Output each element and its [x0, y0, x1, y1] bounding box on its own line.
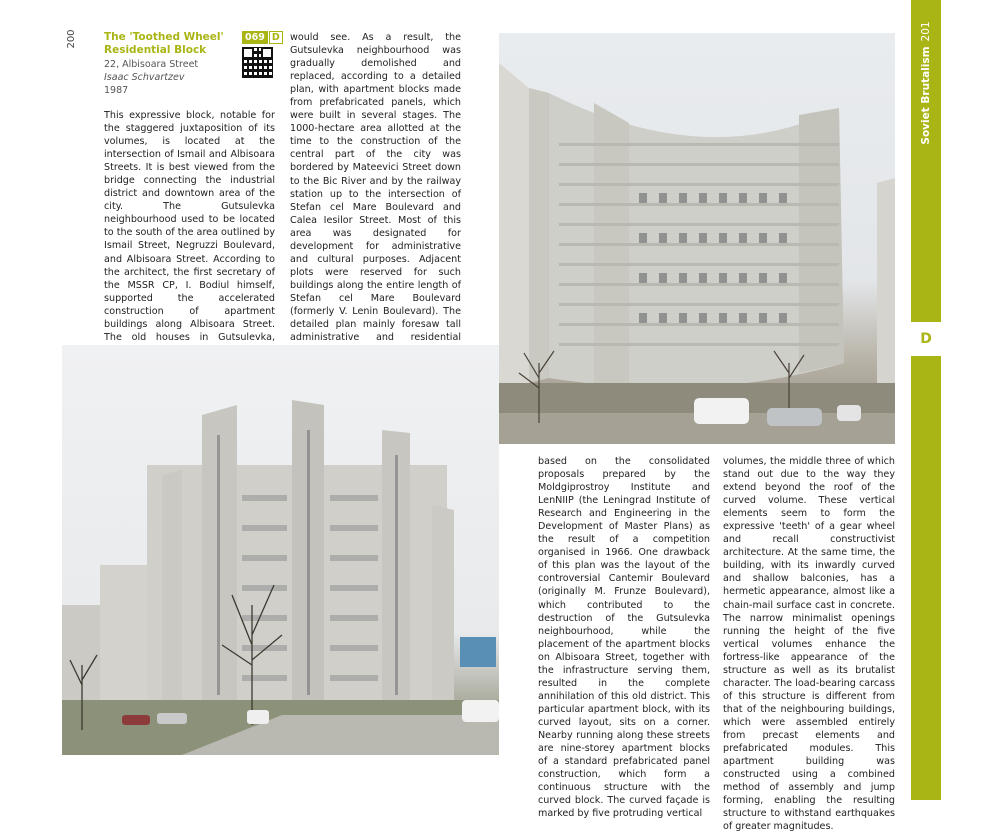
section-sidebar-label	[911, 0, 941, 183]
text-column-4: volumes, the middle three of which stand out due to the way they extend beyond the roof of the curved volume. These vertical elements seem to form the expressive 'teeth' of a gear wheel and recall constructivist architecture. At the same time, the building, with its inwardly curved and shallow balconies, has a hermetic appearance, almost like a chain-mail surface cast in concrete. The narrow minimalist openings running the height of the five vertical volumes enhance the fortress-like appearance of the structure as well as its brutalist character. The load-bearing carcass of this structure is different from that of the neighbouring buildings, which were assembled entirely from precast elements and prefabricated modules. This apartment building was constructed using a combined method of assembly and jump forming, enabling the resulting structure to withstand earthquakes of greater magnitudes.	[723, 456, 895, 833]
text-column-2: would see. As a result, the Gutsulevka neighbourhood was gradually demolished and replaced, according to a detailed plan, with apartment blocks made from prefabricated panels, which were built in several stages. The 1000-hectare area allotted at the time to the construction of the central part of the city was bordered by Mateevici Street down to the Bic River and by the railway station up to the intersection of Stefan cel Mare Boulevard and Calea Iesilor Street. Most of this area was designated for development for administrative and cultural purposes. Adjacent plots were reserved for such buildings along the entire length of Stefan cel Mare Boulevard (formerly V. Lenin Boulevard). The detailed plan mainly foresaw tall administrative and residential	[290, 32, 461, 344]
building-photo-courtyard	[499, 33, 895, 444]
text-column-3: based on the consolidated proposals prepared by the Moldgiprostroy Institute and LenNIIP (the Leningrad Institute of Research and Engineering in the Development of Master Plans) as the result of a competition organised in 1966. One drawback of this plan was the layout of the controversial Cantemir Boulevard (originally M. Frunze Boulevard), which contributed to the destruction of the Gutsulevka neighbourhood, while the placement of the apartment blocks on Albisoara Street, together with the infrastructure serving them, resulted in the complete annihilation of this old district. This particular apartment block, with its curved layout, sits on a corner. Nearby running along these streets are nine-storey apartment blocks of a standard prefabricated panel construction, which form a continuous structure with the curved block. The curved façade is marked by five protruding vertical	[538, 456, 710, 820]
left-page-number: 200	[66, 29, 77, 49]
section-letter-tab[interactable]: D	[911, 322, 941, 356]
entry-title-line-1: The 'Toothed Wheel'	[104, 31, 224, 43]
entry-badge-number: 069	[242, 31, 268, 44]
entry-architect: Isaac Schvartzev	[104, 72, 185, 83]
section-title: Soviet Brutalism	[920, 46, 932, 145]
entry-badge	[242, 31, 283, 44]
text-column-1: This expressive block, notable for the staggered juxtaposition of its volumes, is located at the intersection of Ismail and Albisoara Streets. It is best viewed from the bridge connecting the industrial district and downtown area of the city. The Gutsulevka neighbourhood used to be located to the south of the area outlined by Ismail Street, Negruzzi Boulevard, and Albisoara Street. According to the architect, the first secretary of the MSSR CP, I. Bodiul himself, supported the accelerated construction of apartment buildings along Albisoara Street. The old houses in Gutsulevka,	[104, 110, 275, 343]
entry-title-line-2: Residential Block	[104, 44, 207, 56]
qr-code-icon[interactable]	[242, 47, 273, 78]
entry-meta	[104, 58, 234, 97]
right-page-number: 201	[920, 21, 932, 42]
entry-address: 22, Albisoara Street	[104, 59, 199, 70]
entry-year: 1987	[104, 85, 129, 96]
entry-title	[104, 31, 234, 57]
entry-badge-letter: D	[269, 31, 283, 44]
building-photo-street	[62, 345, 499, 755]
